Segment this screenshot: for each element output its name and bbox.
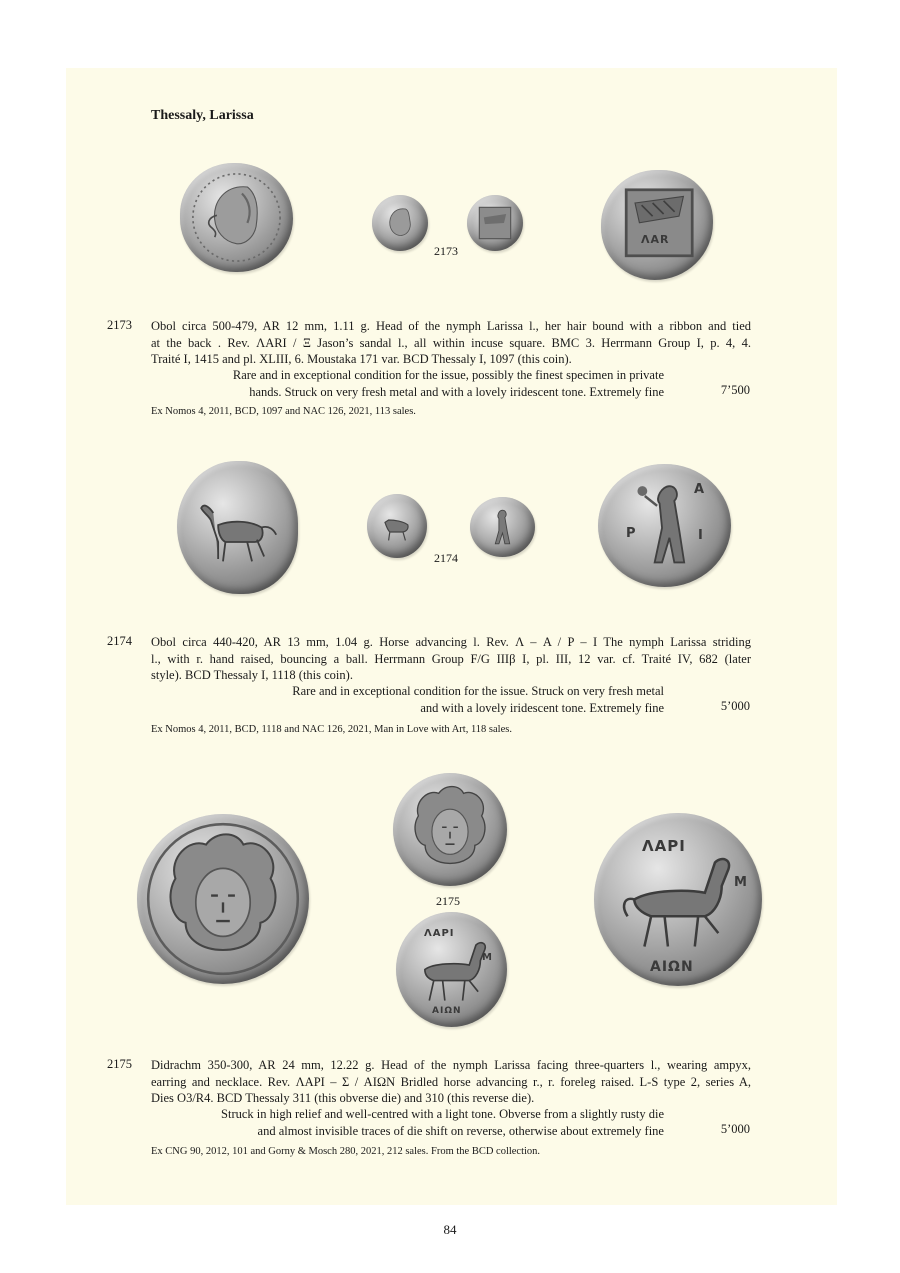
lot-2175-reverse-enlarged: [594, 813, 762, 986]
lot-2174-obverse: [367, 494, 427, 558]
desc-line: l., with r. hand raised, bouncing a ball. Herrmann Group F/G IIIβ I, pl. III, 12 var. cf. Traité IV, 682 (later: [151, 651, 751, 666]
nymph-figure-icon: [598, 464, 731, 587]
sandal-icon: [467, 195, 523, 251]
lot-image-label: 2175: [436, 894, 460, 908]
estimate-price: 5’000: [720, 699, 750, 713]
lot-2173-obverse: [372, 195, 428, 251]
coin-legend: ΛΑΡΙ: [424, 928, 455, 939]
estimate-price: 5’000: [720, 1122, 750, 1136]
lot-number: 2175: [107, 1057, 132, 1071]
condition-line: and almost invisible traces of die shift on reverse, otherwise about extremely fine: [257, 1123, 664, 1138]
coin-legend: Μ: [482, 952, 493, 963]
desc-line: at the back . Rev. ΛARI / Ξ Jason’s sandal l., all within incuse square. BMC 3. Herrmann Group I, p. 4, 4.: [151, 335, 751, 350]
lot-2174-reverse: [470, 497, 535, 557]
lot-2174-obverse-enlarged: [177, 461, 298, 594]
lot-2173-reverse: [467, 195, 523, 251]
coin-legend: I: [698, 528, 704, 543]
lot-2173-reverse-enlarged: [601, 170, 713, 280]
coin-legend: ΑΙΩΝ: [650, 959, 694, 975]
coin-legend: A: [694, 482, 706, 497]
condition-line: and with a lovely iridescent tone. Extremely fine: [420, 700, 664, 715]
desc-line: Traité I, 1415 and pl. XLIII, 6. Moustaka 171 var. BCD Thessaly I, 1097 (this coin).: [151, 352, 572, 366]
nymph-head-icon: [372, 195, 428, 251]
lot-2174-reverse-enlarged: [598, 464, 731, 587]
lot-number: 2174: [107, 634, 132, 648]
horse-icon: [177, 461, 298, 594]
desc-line: Dies O3/R4. BCD Thessaly 311 (this obverse die) and 310 (this reverse die).: [151, 1091, 535, 1105]
nymph-head-icon: [180, 163, 293, 272]
horse-icon: [367, 494, 427, 558]
condition-line: Rare and in exceptional condition for the issue. Struck on very fresh metal: [292, 684, 664, 698]
lot-2175-reverse: [396, 912, 507, 1027]
coin-legend: ΛΑΡΙ: [642, 837, 686, 855]
estimate-price: 7’500: [720, 383, 750, 397]
desc-line: earring and necklace. Rev. ΛΑΡΙ – Σ / AIΩN Bridled horse advancing r., r. foreleg raised. L-S type 2, series A,: [151, 1074, 751, 1089]
lot-description: [151, 318, 751, 368]
section-title: Thessaly, Larissa: [151, 108, 254, 123]
nymph-facing-head-icon: [137, 814, 309, 984]
desc-line: Obol circa 500-479, AR 12 mm, 1.11 g. Head of the nymph Larissa l., her hair bound with a ribbon and tied: [151, 319, 751, 333]
coin-legend: P: [626, 526, 637, 541]
nymph-facing-head-icon: [393, 773, 507, 886]
condition-line: Rare and in exceptional condition for the issue, possibly the finest specimen in private: [232, 368, 664, 382]
lot-description: [151, 1057, 751, 1107]
lot-description: [151, 634, 751, 684]
lot-number: 2173: [107, 318, 132, 332]
page-number: 84: [443, 1222, 457, 1237]
condition-line: Struck in high relief and well-centred with a light tone. Obverse from a slightly rusty die: [221, 1107, 664, 1121]
provenance: Ex CNG 90, 2012, 101 and Gorny & Mosch 280, 2021, 212 sales. From the BCD collection.: [151, 1146, 541, 1157]
lot-2175-obverse-enlarged: [137, 814, 309, 984]
lot-2173-obverse-enlarged: [180, 163, 293, 272]
desc-line: style). BCD Thessaly I, 1118 (this coin).: [151, 668, 353, 682]
condition-note: [292, 683, 664, 716]
coin-legend: ΛAR: [641, 233, 670, 246]
coin-legend: ΑΙΩΝ: [432, 1006, 462, 1016]
desc-line: Didrachm 350-300, AR 24 mm, 12.22 g. Head of the nymph Larissa facing three-quarters l., wearing ampyx,: [151, 1058, 751, 1072]
coin-legend: Μ: [734, 875, 748, 890]
sandal-icon: [601, 170, 713, 280]
desc-line: Obol circa 440-420, AR 13 mm, 1.04 g. Horse advancing l. Rev. Λ – A / P – I The nymph Larissa striding: [151, 635, 751, 649]
condition-line: hands. Struck on very fresh metal and with a lovely iridescent tone. Extremely fine: [249, 384, 664, 399]
provenance: Ex Nomos 4, 2011, BCD, 1118 and NAC 126, 2021, Man in Love with Art, 118 sales.: [151, 724, 512, 735]
lot-image-label: 2174: [434, 551, 458, 565]
lot-image-label: 2173: [434, 244, 458, 258]
nymph-figure-icon: [470, 497, 535, 557]
condition-note: [233, 367, 664, 400]
provenance: Ex Nomos 4, 2011, BCD, 1097 and NAC 126, 2021, 113 sales.: [151, 406, 416, 417]
condition-note: [221, 1106, 664, 1139]
lot-2175-obverse: [393, 773, 507, 886]
